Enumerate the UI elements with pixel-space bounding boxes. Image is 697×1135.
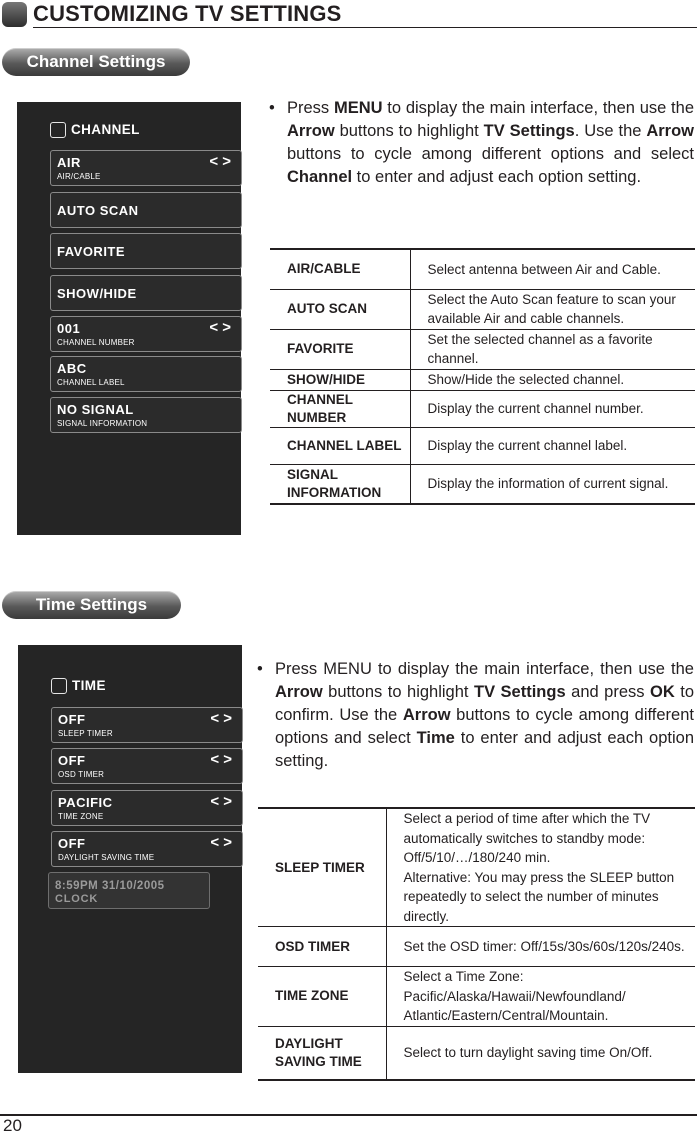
left-right-arrows-icon: < > bbox=[209, 153, 231, 170]
header-rule bbox=[33, 27, 697, 28]
menu-item-air-cable bbox=[50, 150, 242, 186]
option-description: Select antenna between Air and Cable. bbox=[410, 249, 695, 289]
option-description: Display the current channel number. bbox=[410, 390, 695, 427]
time-instruction: Press MENU to display the main interface, then use the Arrow buttons to highlight TV Settings and press OK to confirm. Use the Arrow buttons to cycle among different options and select Time to enter and adjust each option setting. bbox=[275, 660, 695, 770]
option-description: Set the selected channel as a favorite channel. bbox=[410, 329, 695, 369]
time-options-table bbox=[258, 807, 695, 1081]
option-description-note: Alternative: You may press the SLEEP button repeatedly to select the number of minutes directly. bbox=[403, 869, 675, 924]
menu-item-daylight-saving-time bbox=[51, 831, 243, 867]
menu-item-signal-information bbox=[50, 397, 242, 433]
page-number: 20 bbox=[3, 1116, 22, 1135]
table-row bbox=[258, 1026, 695, 1080]
left-right-arrows-icon: < > bbox=[210, 710, 232, 727]
option-name: AUTO SCAN bbox=[270, 289, 410, 329]
footer-rule bbox=[0, 1114, 697, 1116]
menu-item-label: SLEEP TIMER bbox=[58, 729, 113, 738]
left-right-arrows-icon: < > bbox=[210, 793, 232, 810]
menu-item-favorite bbox=[50, 233, 242, 269]
table-row bbox=[270, 464, 695, 504]
menu-item-sleep-timer bbox=[51, 707, 243, 743]
option-name: SLEEP TIMER bbox=[258, 808, 386, 927]
menu-item-value: 8:59PM 31/10/2005 bbox=[55, 880, 165, 892]
left-right-arrows-icon: < > bbox=[210, 751, 232, 768]
menu-item-label: CLOCK bbox=[55, 893, 99, 905]
checkbox-icon bbox=[50, 122, 66, 138]
menu-item-label: FAVORITE bbox=[57, 244, 126, 259]
option-description: Select a Time Zone: Pacific/Alaska/Hawaii/Newfoundland/ Atlantic/Eastern/Central/Mountain. bbox=[386, 967, 695, 1027]
menu-item-channel-label bbox=[50, 356, 242, 392]
menu-item-value: AIR bbox=[57, 155, 81, 170]
option-name: CHANNEL NUMBER bbox=[270, 390, 410, 427]
channel-settings-heading: Channel Settings bbox=[2, 48, 190, 76]
menu-item-show-hide bbox=[50, 275, 242, 311]
channel-menu-screenshot bbox=[17, 102, 241, 535]
menu-item-label: AUTO SCAN bbox=[57, 203, 139, 218]
menu-item-value: ABC bbox=[57, 361, 87, 376]
bullet-icon: • bbox=[269, 99, 275, 117]
time-menu-title: TIME bbox=[72, 678, 106, 693]
menu-item-channel-number bbox=[50, 316, 242, 352]
menu-item-value: OFF bbox=[58, 836, 86, 851]
option-description: Select the Auto Scan feature to scan your available Air and cable channels. bbox=[410, 289, 695, 329]
channel-options-table bbox=[270, 248, 695, 505]
table-row bbox=[270, 427, 695, 464]
option-name: SHOW/HIDE bbox=[270, 369, 410, 390]
time-menu-screenshot bbox=[18, 645, 242, 1073]
menu-item-value: OFF bbox=[58, 712, 86, 727]
option-name: SIGNAL INFORMATION bbox=[270, 464, 410, 504]
header-badge bbox=[2, 2, 27, 27]
menu-item-label: SHOW/HIDE bbox=[57, 286, 137, 301]
option-description-text: Select a period of time after which the TV automatically switches to standby mode: Off/5/10/…/180/240 min. bbox=[403, 811, 651, 865]
menu-item-label: CHANNEL NUMBER bbox=[57, 338, 135, 347]
table-row bbox=[270, 390, 695, 427]
table-row bbox=[270, 329, 695, 369]
page-title: CUSTOMIZING TV SETTINGS bbox=[33, 1, 342, 26]
menu-item-time-zone bbox=[51, 790, 243, 826]
table-row bbox=[270, 289, 695, 329]
option-description: Set the OSD timer: Off/15s/30s/60s/120s/240s. bbox=[386, 927, 695, 967]
menu-item-value: OFF bbox=[58, 753, 86, 768]
menu-item-label: DAYLIGHT SAVING TIME bbox=[58, 853, 155, 862]
table-row bbox=[258, 808, 695, 927]
option-name: AIR/CABLE bbox=[270, 249, 410, 289]
menu-item-osd-timer bbox=[51, 748, 243, 784]
option-description bbox=[386, 808, 695, 927]
table-row bbox=[270, 369, 695, 390]
menu-item-label: SIGNAL INFORMATION bbox=[57, 419, 148, 428]
option-description: Select to turn daylight saving time On/Off. bbox=[386, 1026, 695, 1080]
option-description: Display the current channel label. bbox=[410, 427, 695, 464]
time-settings-heading: Time Settings bbox=[2, 591, 181, 619]
channel-menu-title: CHANNEL bbox=[71, 122, 140, 137]
menu-item-clock bbox=[48, 872, 210, 909]
table-row bbox=[258, 927, 695, 967]
option-name: DAYLIGHT SAVING TIME bbox=[258, 1026, 386, 1080]
table-row bbox=[258, 967, 695, 1027]
menu-item-value: PACIFIC bbox=[58, 795, 113, 810]
menu-item-label: AIR/CABLE bbox=[57, 172, 101, 181]
menu-item-label: OSD TIMER bbox=[58, 770, 105, 779]
option-name: CHANNEL LABEL bbox=[270, 427, 410, 464]
menu-item-label: TIME ZONE bbox=[58, 812, 104, 821]
table-row bbox=[270, 249, 695, 289]
option-name: OSD TIMER bbox=[258, 927, 386, 967]
left-right-arrows-icon: < > bbox=[209, 319, 231, 336]
checkbox-icon bbox=[51, 678, 67, 694]
menu-item-auto-scan bbox=[50, 192, 242, 228]
option-name: TIME ZONE bbox=[258, 967, 386, 1027]
bullet-icon: • bbox=[257, 660, 263, 678]
left-right-arrows-icon: < > bbox=[210, 834, 232, 851]
option-description: Display the information of current signal. bbox=[410, 464, 695, 504]
option-description: Show/Hide the selected channel. bbox=[410, 369, 695, 390]
channel-instruction: Press MENU to display the main interface, then use the Arrow buttons to highlight TV Settings. Use the Arrow buttons to cycle among different options and select Channel to enter and adjust each option setting. bbox=[287, 99, 695, 186]
menu-item-value: 001 bbox=[57, 321, 81, 336]
option-name: FAVORITE bbox=[270, 329, 410, 369]
menu-item-label: CHANNEL LABEL bbox=[57, 378, 125, 387]
menu-item-value: NO SIGNAL bbox=[57, 402, 134, 417]
